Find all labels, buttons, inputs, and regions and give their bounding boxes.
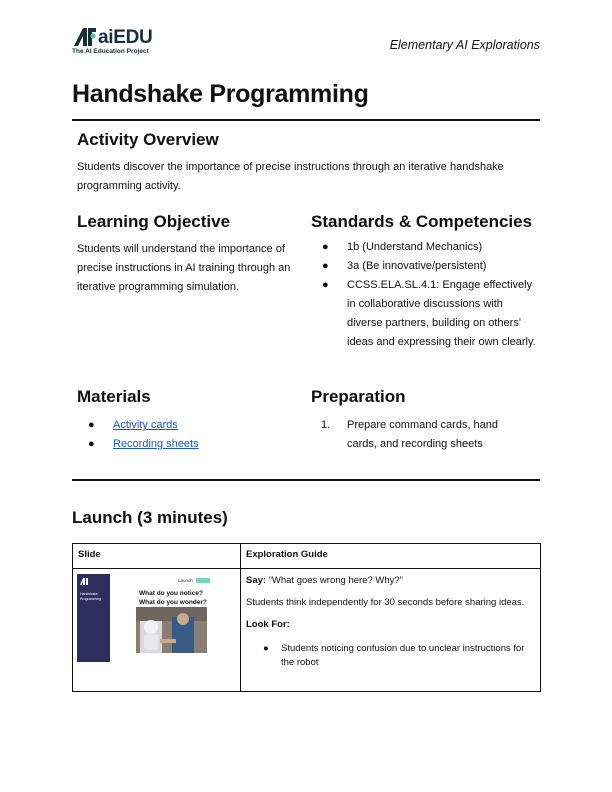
list-item: 1. Prepare command cards, hand cards, and recording sheets <box>321 419 499 450</box>
aiedu-logo <box>72 26 182 58</box>
logo-text: aiEDU <box>98 27 153 48</box>
list-item: ● 1b (Understand Mechanics) <box>322 241 483 253</box>
activity-cards-link[interactable]: Activity cards <box>113 419 178 431</box>
standards-section <box>311 212 537 352</box>
recording-sheets-link[interactable]: Recording sheets <box>113 438 199 450</box>
say-prompt: Say: “What goes wrong here? Why?” <box>246 575 403 586</box>
materials-list <box>77 416 295 454</box>
materials-heading: Materials <box>77 387 151 406</box>
slide-side-title: Handshake Programming <box>80 592 102 601</box>
robot-handshake-photo <box>136 607 207 653</box>
materials-section <box>77 387 295 454</box>
slide-badge: Launch <box>178 578 210 583</box>
slide-badge-pill <box>196 578 210 583</box>
list-item: ● CCSS.ELA.SL.4.1: Engage effectively in collaborative discussions with diverse partners, building on others' ideas and expressing their own clearly. <box>322 279 536 348</box>
learning-objective-text: Students will understand the importance of precise instructions in AI training through an iterative programming simulation. <box>77 243 291 293</box>
activity-overview-heading: Activity Overview <box>77 130 219 149</box>
preparation-heading: Preparation <box>311 387 406 406</box>
list-item: ● Students noticing confusion due to unclear instructions for the robot <box>263 643 525 668</box>
title-divider <box>72 119 540 121</box>
slide-thumbnail-cell <box>73 569 241 692</box>
launch-heading: Launch (3 minutes) <box>72 508 228 527</box>
activity-overview-text: Students discover the importance of precise instructions through an iterative handshake programming activity. <box>77 161 504 192</box>
list-item: ● Recording sheets <box>88 438 199 450</box>
learning-objective-heading: Learning Objective <box>77 212 231 231</box>
aiedu-logo-icon <box>72 26 98 48</box>
activity-overview-section <box>77 130 537 196</box>
preparation-section <box>311 387 537 454</box>
launch-table <box>72 543 541 692</box>
logo-subtext: The AI Education Project <box>72 48 149 55</box>
slide-logo-icon <box>80 578 88 585</box>
think-instruction: Students think independently for 30 seconds before sharing ideas. <box>246 597 525 608</box>
page-title: Handshake Programming <box>72 80 369 108</box>
look-for-label: Look For: <box>246 619 290 630</box>
list-item: ● Activity cards <box>88 419 178 431</box>
list-item: ● 3a (Be innovative/persistent) <box>322 260 487 272</box>
slide-question: What do you notice? What do you wonder? <box>139 590 207 606</box>
slide-side-panel <box>77 574 110 662</box>
guide-column-header: Exploration Guide <box>241 544 541 569</box>
header-series-title: Elementary AI Explorations <box>389 38 540 52</box>
standards-list <box>311 238 537 352</box>
look-for-list <box>246 642 535 670</box>
learning-objective-section <box>77 212 295 297</box>
section-divider <box>72 479 540 481</box>
slide-column-header: Slide <box>73 544 241 569</box>
standards-heading: Standards & Competencies <box>311 212 533 231</box>
slide-thumbnail[interactable] <box>75 573 233 665</box>
preparation-list <box>311 416 531 454</box>
exploration-guide-cell <box>241 569 541 692</box>
